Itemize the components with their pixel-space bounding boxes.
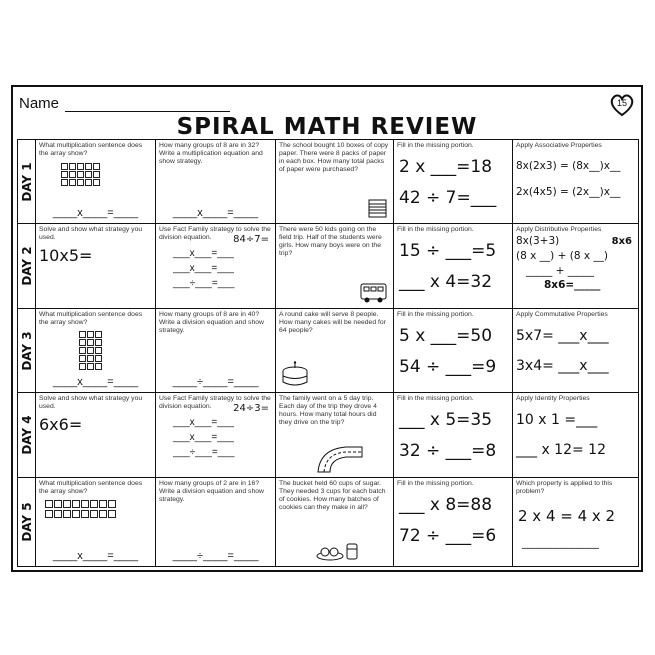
prompt: Fill in the missing portion. [397, 479, 474, 487]
property-cell [513, 477, 639, 566]
prompt: Fill in the missing portion. [397, 142, 474, 149]
missing-portion-cell [394, 477, 513, 566]
equation[interactable]: 5 x ___=50 [399, 325, 493, 346]
property-cell [513, 140, 639, 224]
page-title: SPIRAL MATH REVIEW [176, 114, 478, 140]
missing-portion-cell [394, 393, 513, 477]
equation[interactable]: 10 x 1 =___ [516, 412, 598, 429]
prompt: What multiplication sentence does the array show? [39, 310, 143, 326]
name-row [19, 95, 230, 112]
missing-portion-cell [394, 224, 513, 308]
expression: 10x5= [39, 246, 93, 266]
prompt: Apply Commutative Properties [516, 310, 608, 318]
equation[interactable]: 32 ÷ ___=8 [399, 441, 497, 462]
prompt: The bucket held 60 cups of sugar. They needed 3 cups for each batch of cookies. How many batches of cookies can they make in all? [279, 479, 386, 511]
equation[interactable]: 5x7= ___x___ [516, 327, 609, 344]
array-cell [36, 308, 156, 392]
answer-blank[interactable]: ____÷____=____ [172, 376, 259, 389]
equation: 2 x 4 = 4 x 2 [518, 506, 616, 525]
strategy-cell [36, 393, 156, 477]
equation[interactable]: 2x(4x5) = (2x__)x__ [516, 186, 621, 198]
review-grid [17, 139, 639, 567]
array-grid [79, 331, 152, 370]
fact-line[interactable]: ___x___=___ [173, 263, 234, 275]
equation: 8x(3+3) [516, 235, 560, 248]
property-cell [513, 393, 639, 477]
fact-line[interactable]: ___÷___=___ [173, 447, 235, 459]
prompt: Fill in the missing portion. [397, 226, 474, 234]
day-label: DAY 5 [19, 502, 34, 542]
prompt: The school bought 10 boxes of copy paper. There were 8 packs of paper in each box. How many total packs of paper were purchased? [279, 142, 389, 173]
fact-family-cell [156, 224, 276, 308]
name-input-line[interactable] [65, 97, 230, 112]
day-label: DAY 2 [19, 246, 34, 286]
equation[interactable]: ___ x 12= 12 [516, 442, 606, 459]
cake-icon [280, 360, 310, 388]
prompt: Fill in the missing portion. [397, 310, 474, 318]
strategy-cell [36, 224, 156, 308]
prompt: Fill in the missing portion. [397, 395, 474, 403]
array-grid [45, 500, 152, 518]
prompt: Use Fact Family strategy to solve the division equation. [159, 395, 271, 411]
cookies-icon [316, 540, 360, 562]
answer-blank[interactable]: ____x____=____ [52, 376, 139, 389]
prompt: Which property is applied to this problem? [516, 479, 613, 495]
missing-portion-cell [394, 140, 513, 224]
fact-line[interactable]: ___x___=___ [173, 248, 234, 260]
prompt: A round cake will serve 8 people. How many cakes will be needed for 64 people? [279, 310, 386, 334]
property-cell [513, 224, 639, 308]
school-bus-icon [359, 282, 389, 304]
answer-blank[interactable]: ______________ [522, 535, 599, 549]
equation[interactable]: 2 x ___=18 [399, 157, 493, 177]
day-row [18, 224, 639, 308]
array-cell [36, 477, 156, 566]
prompt: Solve and show what strategy you used. [39, 226, 143, 242]
property-cell [513, 308, 639, 392]
equation[interactable]: 3x4= ___x___ [516, 357, 609, 374]
answer-blank[interactable]: ____x____=____ [52, 550, 139, 562]
groups-cell [156, 140, 276, 224]
word-problem-cell [276, 393, 394, 477]
prompt: Solve and show what strategy you used. [39, 395, 143, 411]
day-label: DAY 4 [19, 415, 34, 455]
word-problem-cell [276, 308, 394, 392]
equation[interactable]: (8 x __) + (8 x __) [516, 250, 608, 263]
equation[interactable]: ___ x 5=35 [399, 410, 493, 431]
day-label: DAY 1 [19, 162, 34, 202]
day-cell [18, 224, 36, 308]
worksheet [11, 85, 643, 572]
paper-stack-icon [367, 197, 389, 219]
fact-line[interactable]: ___÷___=___ [173, 278, 235, 290]
prompt: What multiplication sentence does the array show? [39, 142, 143, 157]
expression: 6x6= [39, 415, 83, 435]
word-problem-cell [276, 140, 394, 224]
property-tag: 8x6 [611, 236, 632, 248]
prompt: Apply Associative Properties [516, 142, 602, 149]
equation[interactable]: 72 ÷ ___=6 [399, 525, 497, 546]
array-grid [61, 163, 152, 186]
day-cell [18, 477, 36, 566]
fact-family-cell [156, 393, 276, 477]
page-number: 15 [616, 98, 627, 108]
answer-blank[interactable]: ____x____=____ [52, 207, 139, 220]
groups-cell [156, 308, 276, 392]
equation[interactable]: ___ x 8=88 [399, 494, 493, 515]
prompt: Apply Identity Properties [516, 395, 590, 403]
division-equation: 24÷3= [233, 403, 269, 415]
equation[interactable]: 15 ÷ ___=5 [399, 241, 497, 262]
prompt: What multiplication sentence does the array show? [39, 479, 143, 495]
day-cell [18, 140, 36, 224]
prompt: There were 50 kids going on the field trip. Half of the students were girls. How many boys were on the trip? [279, 226, 382, 258]
prompt: The family went on a 5 day trip. Each day of the trip they drove 4 hours. How many total hours did they drive on the trip? [279, 395, 377, 427]
fact-line[interactable]: ___x___=___ [173, 432, 234, 444]
groups-cell [156, 477, 276, 566]
day-row [18, 308, 639, 392]
equation[interactable]: 8x(2x3) = (8x__)x__ [516, 160, 621, 172]
equation[interactable]: 42 ÷ 7=___ [399, 188, 497, 208]
equation[interactable]: _____ + _____ [526, 265, 594, 278]
answer-blank[interactable]: ____÷____=____ [172, 550, 259, 562]
division-equation: 84÷7= [233, 234, 269, 246]
equation[interactable]: 8x6=_____ [544, 279, 601, 292]
day-row [18, 477, 639, 566]
answer-blank[interactable]: ____x____=____ [172, 207, 259, 220]
prompt: Use Fact Family strategy to solve the division equation. [159, 226, 271, 242]
prompt: How many groups of 8 are in 32? Write a multiplication equation and show strategy. [159, 142, 263, 165]
array-cell [36, 140, 156, 224]
day-label: DAY 3 [19, 331, 34, 371]
equation[interactable]: ___ x 4=32 [399, 272, 493, 293]
prompt: How many groups of 8 are in 40? Write a division equation and show strategy. [159, 310, 264, 334]
prompt: Apply Distributive Properties [516, 226, 602, 234]
word-problem-cell [276, 477, 394, 566]
fact-line[interactable]: ___x___=___ [173, 417, 234, 429]
day-row [18, 393, 639, 477]
name-label: Name [19, 95, 60, 112]
prompt: How many groups of 2 are in 16? Write a division equation and show strategy. [159, 479, 264, 503]
day-cell [18, 393, 36, 477]
word-problem-cell [276, 224, 394, 308]
day-cell [18, 308, 36, 392]
missing-portion-cell [394, 308, 513, 392]
equation[interactable]: 54 ÷ ___=9 [399, 356, 497, 377]
road-icon [316, 443, 364, 473]
day-row [18, 140, 639, 224]
